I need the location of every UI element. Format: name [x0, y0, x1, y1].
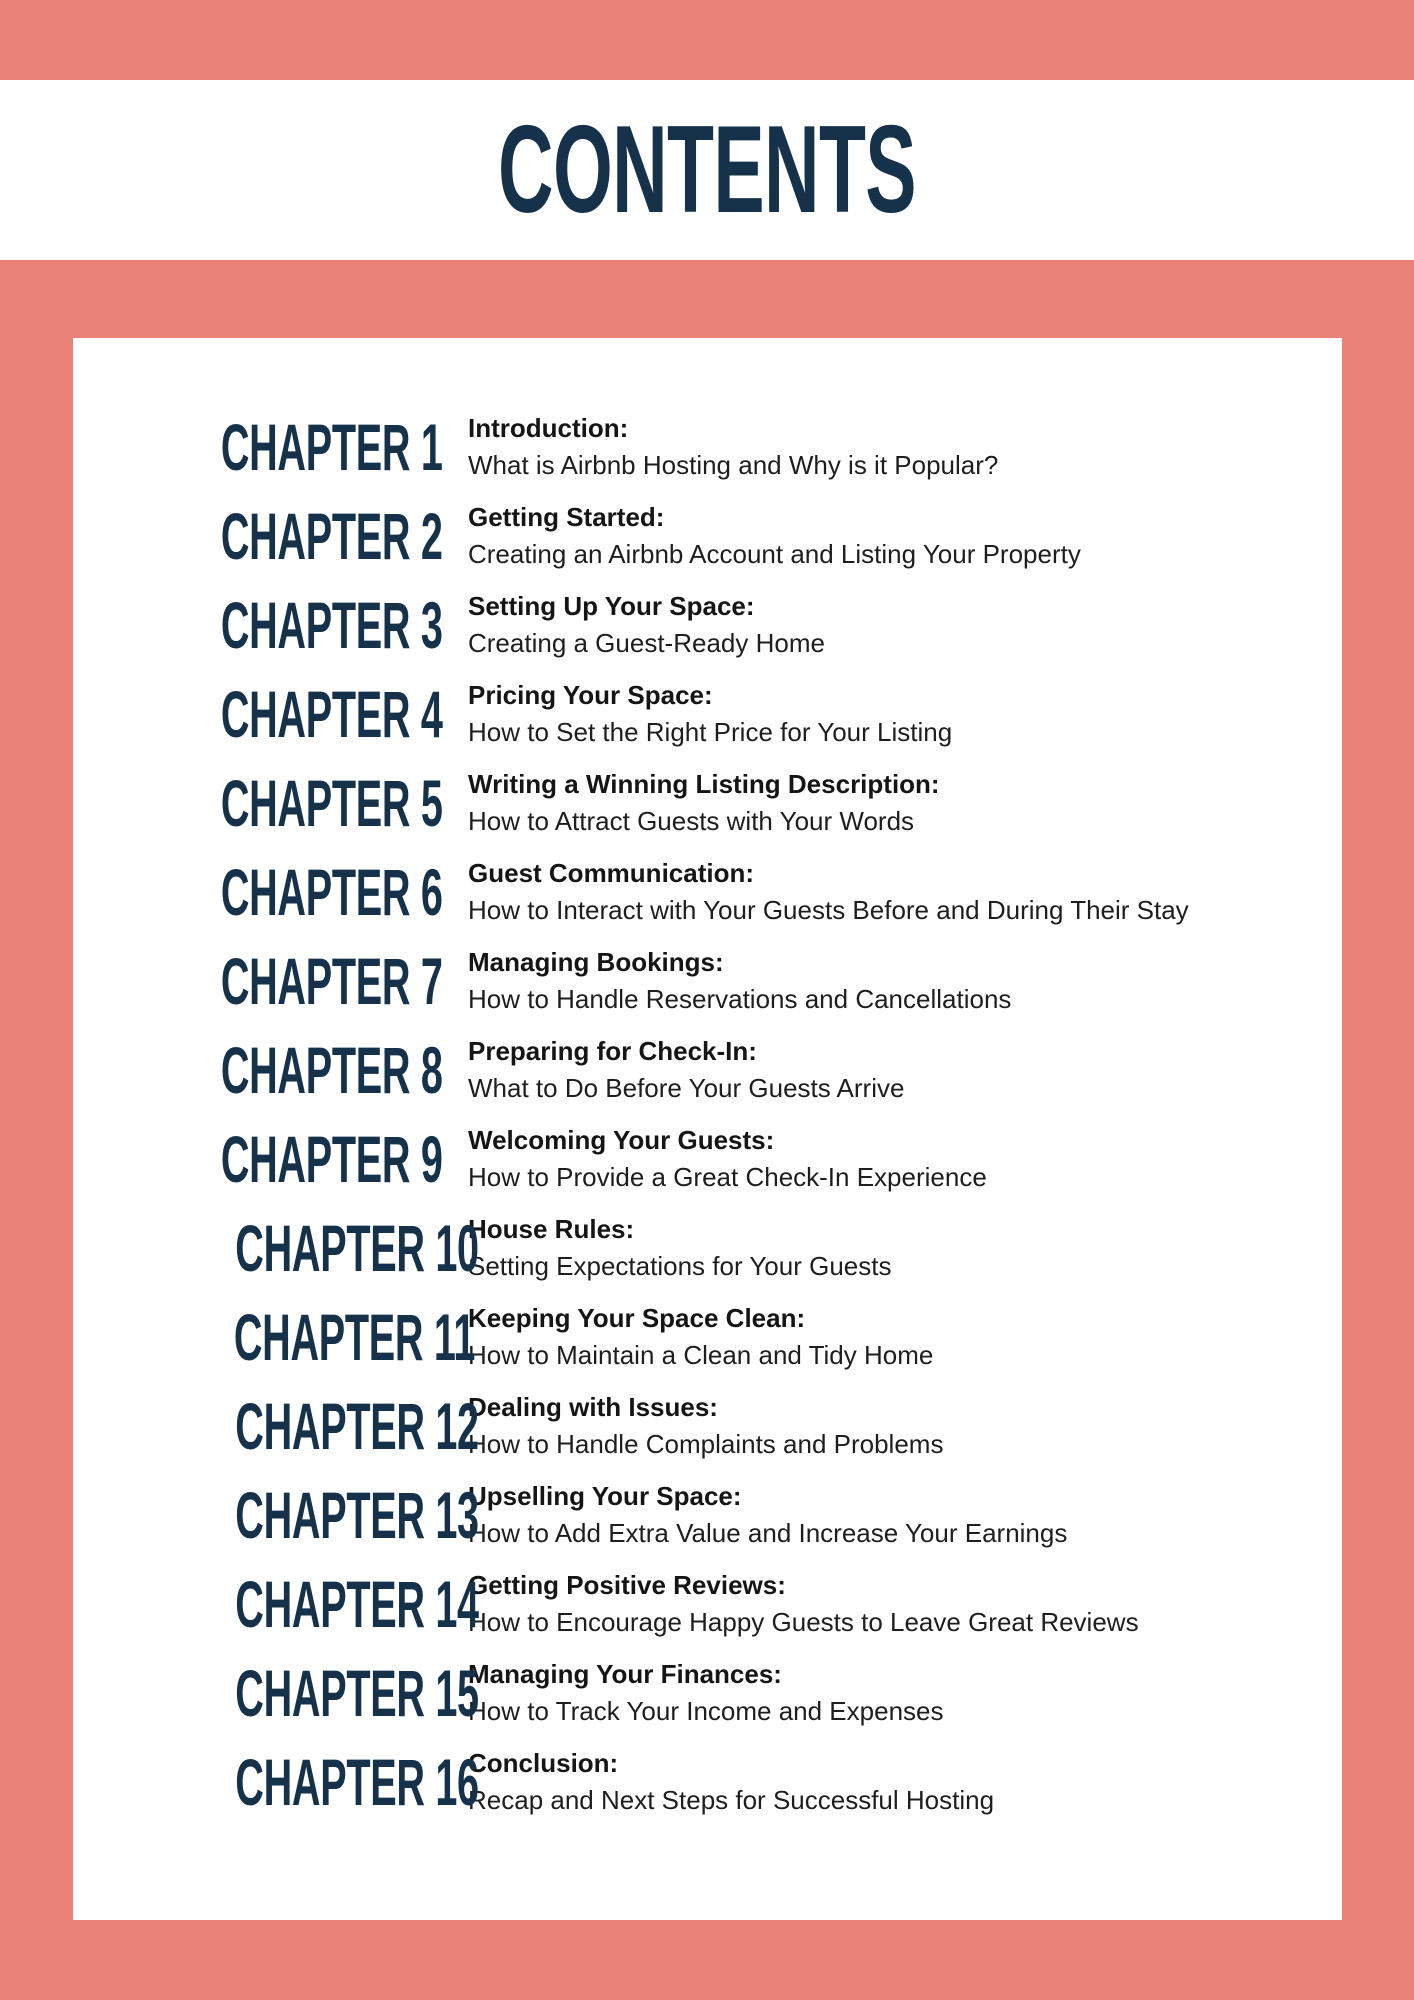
chapter-entry: [468, 1211, 1342, 1285]
chapter-title: Conclusion:: [468, 1747, 619, 1778]
chapter-subtitle: Setting Expectations for Your Guests: [468, 1250, 892, 1281]
chapter-number-label: CHAPTER 1: [220, 409, 443, 484]
chapter-title: Managing Your Finances:: [468, 1658, 782, 1689]
chapter-subtitle: Recap and Next Steps for Successful Hosting: [468, 1784, 995, 1815]
chapter-title: Keeping Your Space Clean:: [468, 1302, 806, 1333]
toc-row: [73, 402, 1342, 491]
chapter-number-label: CHAPTER 7: [220, 943, 443, 1018]
chapter-entry: [468, 766, 1342, 840]
toc-row: [73, 1559, 1342, 1648]
chapter-label-box: [73, 1744, 479, 1819]
toc-row: [73, 1381, 1342, 1470]
chapter-subtitle: How to Maintain a Clean and Tidy Home: [468, 1339, 934, 1370]
chapter-label-box: [73, 943, 443, 1018]
chapter-number-label: CHAPTER 3: [220, 587, 443, 662]
chapter-title: Introduction:: [468, 412, 629, 443]
chapter-subtitle: How to Attract Guests with Your Words: [468, 805, 915, 836]
toc-row: [73, 758, 1342, 847]
chapter-entry: [468, 588, 1342, 662]
chapter-title: Managing Bookings:: [468, 946, 724, 977]
chapter-subtitle: Creating a Guest-Ready Home: [468, 627, 825, 658]
toc-list: [73, 338, 1342, 1826]
chapter-number-label: CHAPTER 5: [220, 765, 443, 840]
chapter-number-label: CHAPTER 16: [235, 1744, 479, 1819]
chapter-label-box: [73, 1388, 479, 1463]
chapter-entry: [468, 410, 1342, 484]
chapter-label-box: [73, 498, 443, 573]
toc-row: [73, 847, 1342, 936]
chapter-entry: [468, 1033, 1342, 1107]
chapter-title: Guest Communication:: [468, 857, 755, 888]
chapter-subtitle: How to Encourage Happy Guests to Leave Great Reviews: [468, 1606, 1139, 1637]
chapter-number-label: CHAPTER 9: [220, 1121, 443, 1196]
chapter-title: Getting Started:: [468, 501, 665, 532]
chapter-label-box: [73, 1210, 479, 1285]
chapter-entry: [468, 1122, 1342, 1196]
chapter-label-box: [73, 1655, 479, 1730]
toc-row: [73, 1114, 1342, 1203]
chapter-title: Dealing with Issues:: [468, 1391, 718, 1422]
title-band: [0, 80, 1414, 260]
chapter-label-box: [73, 1032, 443, 1107]
chapter-number-label: CHAPTER 8: [220, 1032, 443, 1107]
chapter-entry: [468, 1745, 1342, 1819]
toc-row: [73, 936, 1342, 1025]
toc-row: [73, 491, 1342, 580]
toc-row: [73, 1470, 1342, 1559]
chapter-title: Getting Positive Reviews:: [468, 1569, 786, 1600]
chapter-label-box: [73, 765, 443, 840]
chapter-title: Welcoming Your Guests:: [468, 1124, 775, 1155]
chapter-title: House Rules:: [468, 1213, 635, 1244]
chapter-subtitle: What to Do Before Your Guests Arrive: [468, 1072, 905, 1103]
chapter-title: Upselling Your Space:: [468, 1480, 742, 1511]
chapter-title: Pricing Your Space:: [468, 679, 713, 710]
chapter-number-label: CHAPTER 2: [220, 498, 443, 573]
chapter-label-box: [73, 587, 443, 662]
chapter-subtitle: How to Interact with Your Guests Before and During Their Stay: [468, 894, 1189, 925]
chapter-number-label: CHAPTER 14: [235, 1566, 479, 1641]
chapter-number-label: CHAPTER 11: [233, 1299, 476, 1374]
contents-card: [73, 338, 1342, 1920]
toc-row: [73, 669, 1342, 758]
chapter-entry: [468, 499, 1342, 573]
chapter-number-label: CHAPTER 13: [235, 1477, 479, 1552]
chapter-entry: [468, 677, 1342, 751]
chapter-subtitle: How to Track Your Income and Expenses: [468, 1695, 944, 1726]
chapter-subtitle: What is Airbnb Hosting and Why is it Popular?: [468, 449, 999, 480]
chapter-label-box: [73, 1299, 476, 1374]
chapter-entry: [468, 1389, 1342, 1463]
chapter-subtitle: How to Add Extra Value and Increase Your Earnings: [468, 1517, 1068, 1548]
chapter-entry: [468, 1478, 1342, 1552]
toc-row: [73, 1737, 1342, 1826]
chapter-entry: [468, 944, 1342, 1018]
chapter-subtitle: How to Handle Complaints and Problems: [468, 1428, 944, 1459]
toc-row: [73, 580, 1342, 669]
chapter-entry: [468, 1656, 1342, 1730]
chapter-number-label: CHAPTER 15: [235, 1655, 479, 1730]
toc-row: [73, 1292, 1342, 1381]
chapter-number-label: CHAPTER 12: [235, 1388, 479, 1463]
chapter-label-box: [73, 409, 443, 484]
chapter-title: Preparing for Check-In:: [468, 1035, 757, 1066]
chapter-label-box: [73, 854, 443, 929]
chapter-label-box: [73, 1121, 443, 1196]
toc-row: [73, 1025, 1342, 1114]
chapter-title: Setting Up Your Space:: [468, 590, 755, 621]
chapter-entry: [468, 1567, 1342, 1641]
chapter-label-box: [73, 1477, 479, 1552]
chapter-number-label: CHAPTER 4: [220, 676, 443, 751]
chapter-subtitle: Creating an Airbnb Account and Listing Your Property: [468, 538, 1081, 569]
chapter-number-label: CHAPTER 10: [235, 1210, 479, 1285]
chapter-subtitle: How to Handle Reservations and Cancellations: [468, 983, 1012, 1014]
chapter-entry: [468, 1300, 1342, 1374]
chapter-subtitle: How to Provide a Great Check-In Experience: [468, 1161, 987, 1192]
chapter-entry: [468, 855, 1342, 929]
toc-row: [73, 1203, 1342, 1292]
chapter-title: Writing a Winning Listing Description:: [468, 768, 940, 799]
chapter-subtitle: How to Set the Right Price for Your Listing: [468, 716, 953, 747]
chapter-label-box: [73, 676, 443, 751]
toc-row: [73, 1648, 1342, 1737]
chapter-number-label: CHAPTER 6: [220, 854, 443, 929]
page-title: CONTENTS: [498, 101, 916, 239]
chapter-label-box: [73, 1566, 479, 1641]
